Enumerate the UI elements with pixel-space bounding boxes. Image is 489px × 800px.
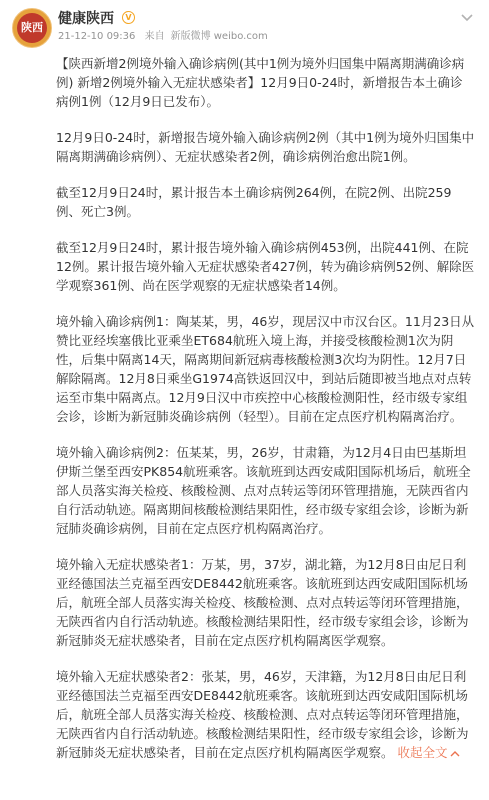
collapse-label: 收起全文 bbox=[397, 745, 448, 760]
post-paragraph: 截至12月9日24时，累计报告境外输入确诊病例453例，出院441例、在院12例。累计报告境外输入无症状感染者427例，转为确诊病例52例、解除医学观察361例、尚在医学观察的无症状感染者14例。 bbox=[56, 240, 475, 293]
more-button[interactable] bbox=[459, 10, 475, 26]
post-header bbox=[0, 0, 489, 52]
collapse-up-icon bbox=[450, 750, 460, 758]
avatar[interactable] bbox=[12, 8, 52, 48]
post-paragraph-text: 境外输入无症状感染者2：张某，男，46岁，天津籍，为12月8日由尼日利亚经德国法兰克福至西安DE8442航班乘客。该航班到达西安咸阳国际机场后，航班全部人员落实海关检疫、核酸检测、点对点转运等闭环管理措施，无陕西省内自行活动轨迹。核酸检测结果阳性，经市级专家组会诊，诊断为新冠肺炎无症状感染者，目前在定点医疗机构隔离医学观察。 bbox=[56, 669, 469, 760]
avatar-logo: 陕西 bbox=[17, 13, 47, 43]
source-prefix: 来自 bbox=[144, 31, 165, 42]
post-content bbox=[56, 54, 475, 762]
post-paragraph: 境外输入确诊病例2：伍某某，男，26岁，甘肃籍，为12月4日由巴基斯坦伊斯兰堡至西安PK854航班乘客。该航班到达西安咸阳国际机场后，航班全部人员落实海关检疫、核酸检测、点对点转运等闭环管理措施，无陕西省内自行活动轨迹。隔离期间核酸检测结果阳性，经市级专家组会诊，诊断为新冠肺炎确诊病例，目前在定点医疗机构隔离治疗。 bbox=[56, 445, 471, 536]
post-paragraph: 境外输入无症状感染者1：万某，男，37岁，湖北籍，为12月8日由尼日利亚经德国法兰克福至西安DE8442航班乘客。该航班到达西安咸阳国际机场后，航班全部人员落实海关检疫、核酸检测、点对点转运等闭环管理措施，无陕西省内自行活动轨迹。核酸检测结果阳性，经市级专家组会诊，诊断为新冠肺炎无症状感染者，目前在定点医疗机构隔离医学观察。 bbox=[56, 557, 469, 648]
post-paragraph: 【陕西新增2例境外输入确诊病例(其中1例为境外归国集中隔离期满确诊病例) 新增2例境外输入无症状感染者】12月9日0-24时，新增报告本土确诊病例1例（12月9日已发布）。 bbox=[56, 56, 465, 109]
username[interactable]: 健康陕西 bbox=[58, 11, 114, 27]
post-time[interactable]: 21-12-10 09:36 bbox=[58, 31, 136, 42]
post-meta bbox=[58, 31, 274, 43]
post-paragraph: 截至12月9日24时，累计报告本土确诊病例264例，在院2例、出院259例、死亡3例。 bbox=[56, 185, 452, 219]
post-source[interactable]: 新版微博 weibo.com bbox=[170, 31, 268, 42]
collapse-text-button[interactable] bbox=[398, 745, 460, 760]
post-paragraph-last bbox=[56, 667, 475, 762]
post-paragraph: 境外输入确诊病例1：陶某某，男，46岁，现居汉中市汉台区。11月23日从赞比亚经埃塞俄比亚乘坐ET684航班入境上海，并接受核酸检测1次为阴性，后集中隔离14天，隔离期间新冠病毒核酸检测3次均为阴性。12月7日解除隔离。12月8日乘坐G1974高铁返回汉中，到站后随即被当地点对点转运至市集中隔离点。12月9日汉中市疾控中心核酸检测阳性，经市级专家组会诊，诊断为新冠肺炎确诊病例（轻型）。目前在定点医疗机构隔离治疗。 bbox=[56, 314, 475, 424]
chevron-down-icon bbox=[461, 14, 473, 22]
verified-badge-icon: V bbox=[122, 11, 135, 24]
post-paragraph: 12月9日0-24时，新增报告境外输入确诊病例2例（其中1例为境外归国集中隔离期满确诊病例）、无症状感染者2例，确诊病例治愈出院1例。 bbox=[56, 130, 475, 164]
